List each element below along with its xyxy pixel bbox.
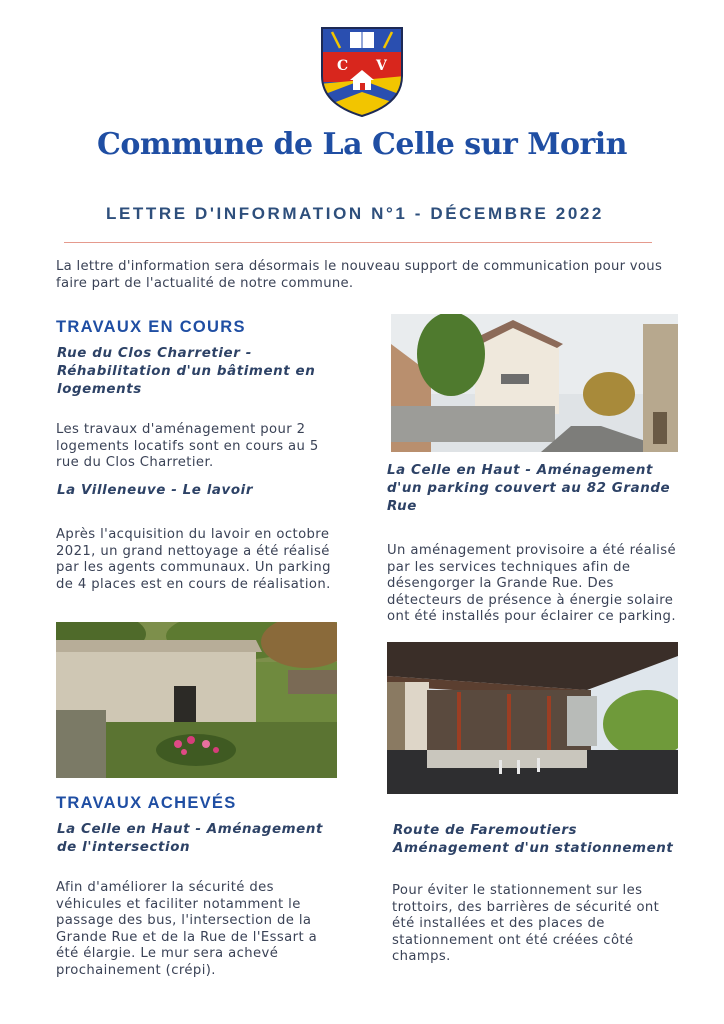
item-text-parking-couvert: Un aménagement provisoire a été réalisé par les services techniques afin de désengorger la Grande Rue. Des détecteurs de présence à énergie solaire ont été installés pour éclairer ce parking. [387, 543, 677, 625]
coat-of-arms-logo [320, 26, 404, 118]
item-text-intersection: Afin d'améliorer la sécurité des véhicules et faciliter notamment le passage des bus, l'intersection de la Grande Rue et de la Rue de l'Essart a été élargie. Le mur sera achevé prochainement (crépi). [56, 880, 318, 978]
photo-clos-charretier [391, 314, 678, 452]
item-title-parking-couvert: La Celle en Haut - Aménagement d'un parking couvert au 82 Grande Rue [387, 463, 671, 514]
photo-parking-couvert [387, 642, 678, 794]
item-title-intersection: La Celle en Haut - Aménagement de l'intersection [57, 822, 324, 855]
photo-lavoir [56, 622, 337, 778]
newsletter-subtitle: LETTRE D'INFORMATION N°1 - DÉCEMBRE 2022 [105, 204, 604, 223]
item-text-clos-charretier: Les travaux d'aménagement pour 2 logements locatifs sont en cours au 5 rue du Clos Charretier. [56, 422, 319, 471]
crest-letter-v: V [376, 58, 387, 74]
item-text-faremoutiers: Pour éviter le stationnement sur les trottoirs, des barrières de sécurité ont été installées et des places de stationnement ont été créées côté champs. [392, 883, 660, 965]
heading-travaux-acheves: TRAVAUX ACHEVÉS [56, 794, 237, 812]
item-title-faremoutiers: Route de Faremoutiers Aménagement d'un stationnement [393, 823, 674, 856]
crest-letter-c: C [337, 58, 349, 74]
item-title-lavoir: La Villeneuve - Le lavoir [57, 483, 254, 498]
heading-travaux-en-cours: TRAVAUX EN COURS [56, 318, 246, 336]
item-title-clos-charretier: Rue du Clos Charretier - Réhabilitation d'un bâtiment en logements [57, 346, 316, 397]
item-text-lavoir: Après l'acquisition du lavoir en octobre 2021, un grand nettoyage a été réalisé par les agents communaux. Un parking de 4 places est en cours de réalisation. [56, 527, 331, 592]
page-title: Commune de La Celle sur Morin [97, 127, 627, 162]
intro-text: La lettre d'information sera désormais le nouveau support de communication pour vous faire part de l'actualité de notre commune. [56, 259, 663, 291]
divider [64, 242, 652, 243]
